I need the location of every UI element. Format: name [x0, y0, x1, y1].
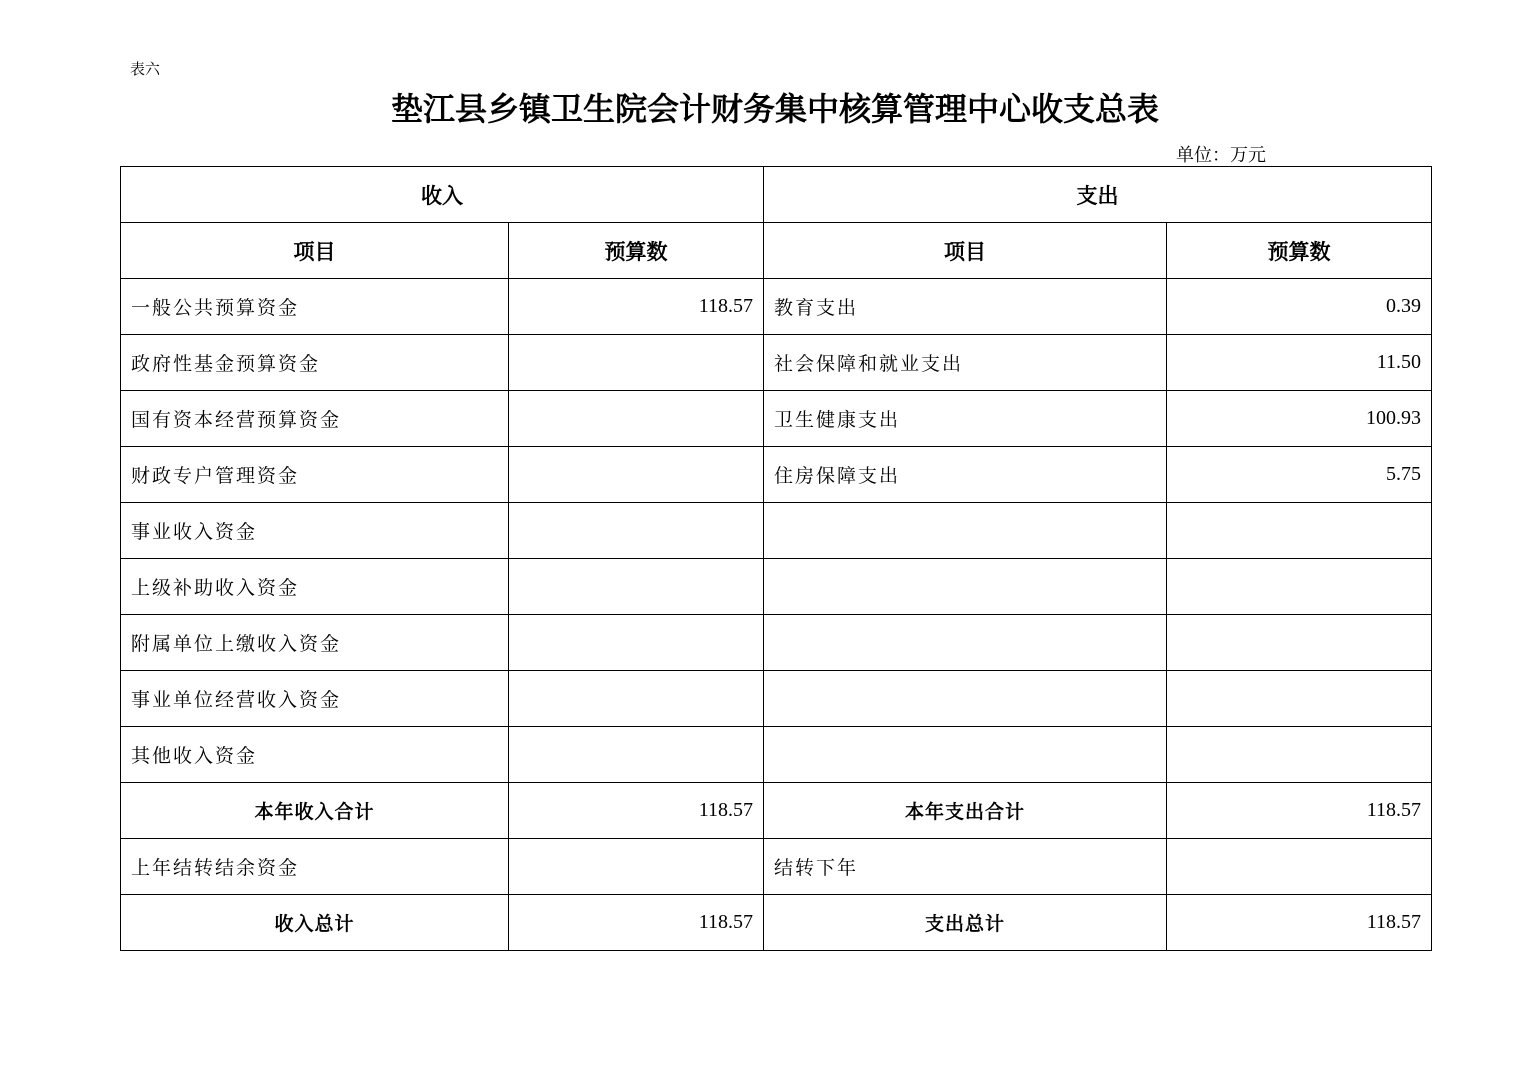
income-value [509, 335, 764, 391]
expense-item: 社会保障和就业支出 [764, 335, 1167, 391]
expense-total-label: 支出总计 [764, 895, 1167, 951]
income-subtotal-value: 118.57 [509, 783, 764, 839]
table-body [121, 167, 1432, 951]
expense-value [1167, 559, 1432, 615]
expense-subtotal-label: 本年支出合计 [764, 783, 1167, 839]
column-header-row [121, 223, 1432, 279]
expense-value: 5.75 [1167, 447, 1432, 503]
income-value [509, 391, 764, 447]
expense-value [1167, 503, 1432, 559]
table-row [121, 671, 1432, 727]
income-value [509, 615, 764, 671]
section-header-row [121, 167, 1432, 223]
income-value [509, 447, 764, 503]
income-item: 一般公共预算资金 [121, 279, 509, 335]
expense-carryover-value [1167, 839, 1432, 895]
income-item: 国有资本经营预算资金 [121, 391, 509, 447]
expense-carryover-label: 结转下年 [764, 839, 1167, 895]
income-item: 上级补助收入资金 [121, 559, 509, 615]
expense-subtotal-value: 118.57 [1167, 783, 1432, 839]
table-number: 表六 [130, 60, 161, 78]
income-item: 政府性基金预算资金 [121, 335, 509, 391]
table-row [121, 559, 1432, 615]
budget-summary-table [120, 166, 1432, 951]
expense-item [764, 671, 1167, 727]
expense-item-header: 项目 [764, 223, 1167, 279]
subtotal-row [121, 783, 1432, 839]
expense-total-value: 118.57 [1167, 895, 1432, 951]
income-subtotal-label: 本年收入合计 [121, 783, 509, 839]
income-value [509, 727, 764, 783]
table-row [121, 727, 1432, 783]
income-value [509, 671, 764, 727]
expense-value [1167, 727, 1432, 783]
expense-section-header: 支出 [764, 167, 1432, 223]
expense-budget-header: 预算数 [1167, 223, 1432, 279]
income-item: 事业单位经营收入资金 [121, 671, 509, 727]
expense-item: 住房保障支出 [764, 447, 1167, 503]
carryover-row [121, 839, 1432, 895]
income-item: 附属单位上缴收入资金 [121, 615, 509, 671]
table-row [121, 503, 1432, 559]
income-carryover-label: 上年结转结余资金 [121, 839, 509, 895]
income-item: 其他收入资金 [121, 727, 509, 783]
income-value: 118.57 [509, 279, 764, 335]
table-row [121, 447, 1432, 503]
table-row [121, 335, 1432, 391]
expense-item [764, 503, 1167, 559]
income-item-header: 项目 [121, 223, 509, 279]
income-total-label: 收入总计 [121, 895, 509, 951]
expense-item [764, 615, 1167, 671]
expense-value [1167, 615, 1432, 671]
grand-total-row [121, 895, 1432, 951]
income-total-value: 118.57 [509, 895, 764, 951]
income-item: 事业收入资金 [121, 503, 509, 559]
income-item: 财政专户管理资金 [121, 447, 509, 503]
expense-item: 教育支出 [764, 279, 1167, 335]
expense-item: 卫生健康支出 [764, 391, 1167, 447]
expense-value: 100.93 [1167, 391, 1432, 447]
table-row [121, 391, 1432, 447]
page-title: 垫江县乡镇卫生院会计财务集中核算管理中心收支总表 [390, 90, 1159, 128]
income-value [509, 503, 764, 559]
expense-value [1167, 671, 1432, 727]
expense-value: 11.50 [1167, 335, 1432, 391]
table-row [121, 279, 1432, 335]
income-section-header: 收入 [121, 167, 764, 223]
expense-item [764, 727, 1167, 783]
income-budget-header: 预算数 [509, 223, 764, 279]
expense-value: 0.39 [1167, 279, 1432, 335]
income-carryover-value [509, 839, 764, 895]
unit-label: 单位：万元 [1176, 145, 1266, 165]
table-row [121, 615, 1432, 671]
income-value [509, 559, 764, 615]
expense-item [764, 559, 1167, 615]
